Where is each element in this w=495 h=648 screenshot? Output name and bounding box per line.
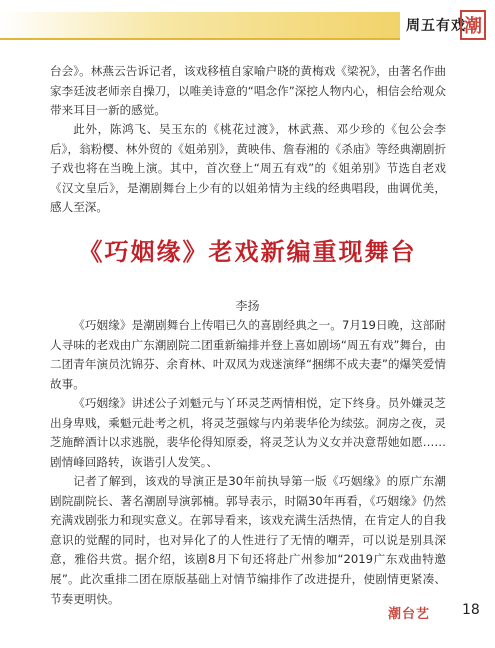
article-paragraph-2: 《巧姻缘》讲述公子刘魁元与丫环灵芝两情相悦，定下终身。员外嫌灵芝出身卑贱，乘魁元赴考之机，将灵芝强嫁与内弟裴华伦为续弦。洞房之夜，灵芝施醉酒计以求逃脱，裴华伦得知原委，将灵芝认为义女并决意帮她如愿……剧情峰回路转，诙谐引人发笑。、 xyxy=(50,396,446,469)
article-author: 李扬 xyxy=(235,299,260,313)
continued-paragraph-1: 台会》。林燕云告诉记者，该戏移植自家喻户晓的黄梅戏《梁祝》，由著名作曲家李廷波老师亲自操刀，以唯美诗意的“唱念作”深挖人物内心，相信会给观众带来耳目一新的感觉。 xyxy=(50,64,446,118)
header-bar xyxy=(0,12,400,40)
magazine-logo: 潮台艺 xyxy=(388,607,431,622)
article-title: 《巧姻缘》老戏新编重现舞台 xyxy=(78,237,417,266)
page-number: 18 xyxy=(462,602,480,618)
continued-paragraph-2: 此外，陈鸿飞、吴玉东的《桃花过渡》，林武燕、邓少珍的《包公会李后》，翁粉樱、林外贸的《姐弟别》，黄映伟、詹春湘的《杀庙》等经典潮剧折子戏也将在当晚上演。其中，首次登上“周五有戏”的《姐弟别》节选自老戏《汉文皇后》，是潮剧舞台上少有的以姐弟情为主线的经典唱段，曲调优美，感人至深。 xyxy=(50,122,446,215)
article-paragraph-1: 《巧姻缘》是潮剧舞台上传唱已久的喜剧经典之一。7月19日晚，这部耐人寻味的老戏由广东潮剧院二团重新编排并登上喜如剧场“周五有戏”舞台，由二团青年演员沈锦芬、余育林、叶双凤为戏迷演绎“捆绑不成夫妻”的爆笑爱情故事。 xyxy=(50,318,446,391)
section-title: 周五有戏 xyxy=(406,18,466,34)
column-logo-icon: 潮 xyxy=(460,10,486,40)
article-paragraph-3: 记者了解到，该戏的导演正是30年前执导第一版《巧姻缘》的原广东潮剧院副院长、著名潮剧导演郭楠。郭导表示，时隔30年再看，《巧姻缘》仍然充满戏剧张力和现实意义。在郭导看来，该戏充满生活热情，在肯定人的自我意识的觉醒的同时，也对异化了的人性进行了无情的嘲弄，可以说是别具深意，雅俗共赏。据介绍，该剧8月下旬还将赴广州参加“2019广东戏曲特邀展”。此次重排二团在原版基础上对情节编排作了改进提升，使剧情更紧凑、节奏更明快。 xyxy=(50,474,446,606)
